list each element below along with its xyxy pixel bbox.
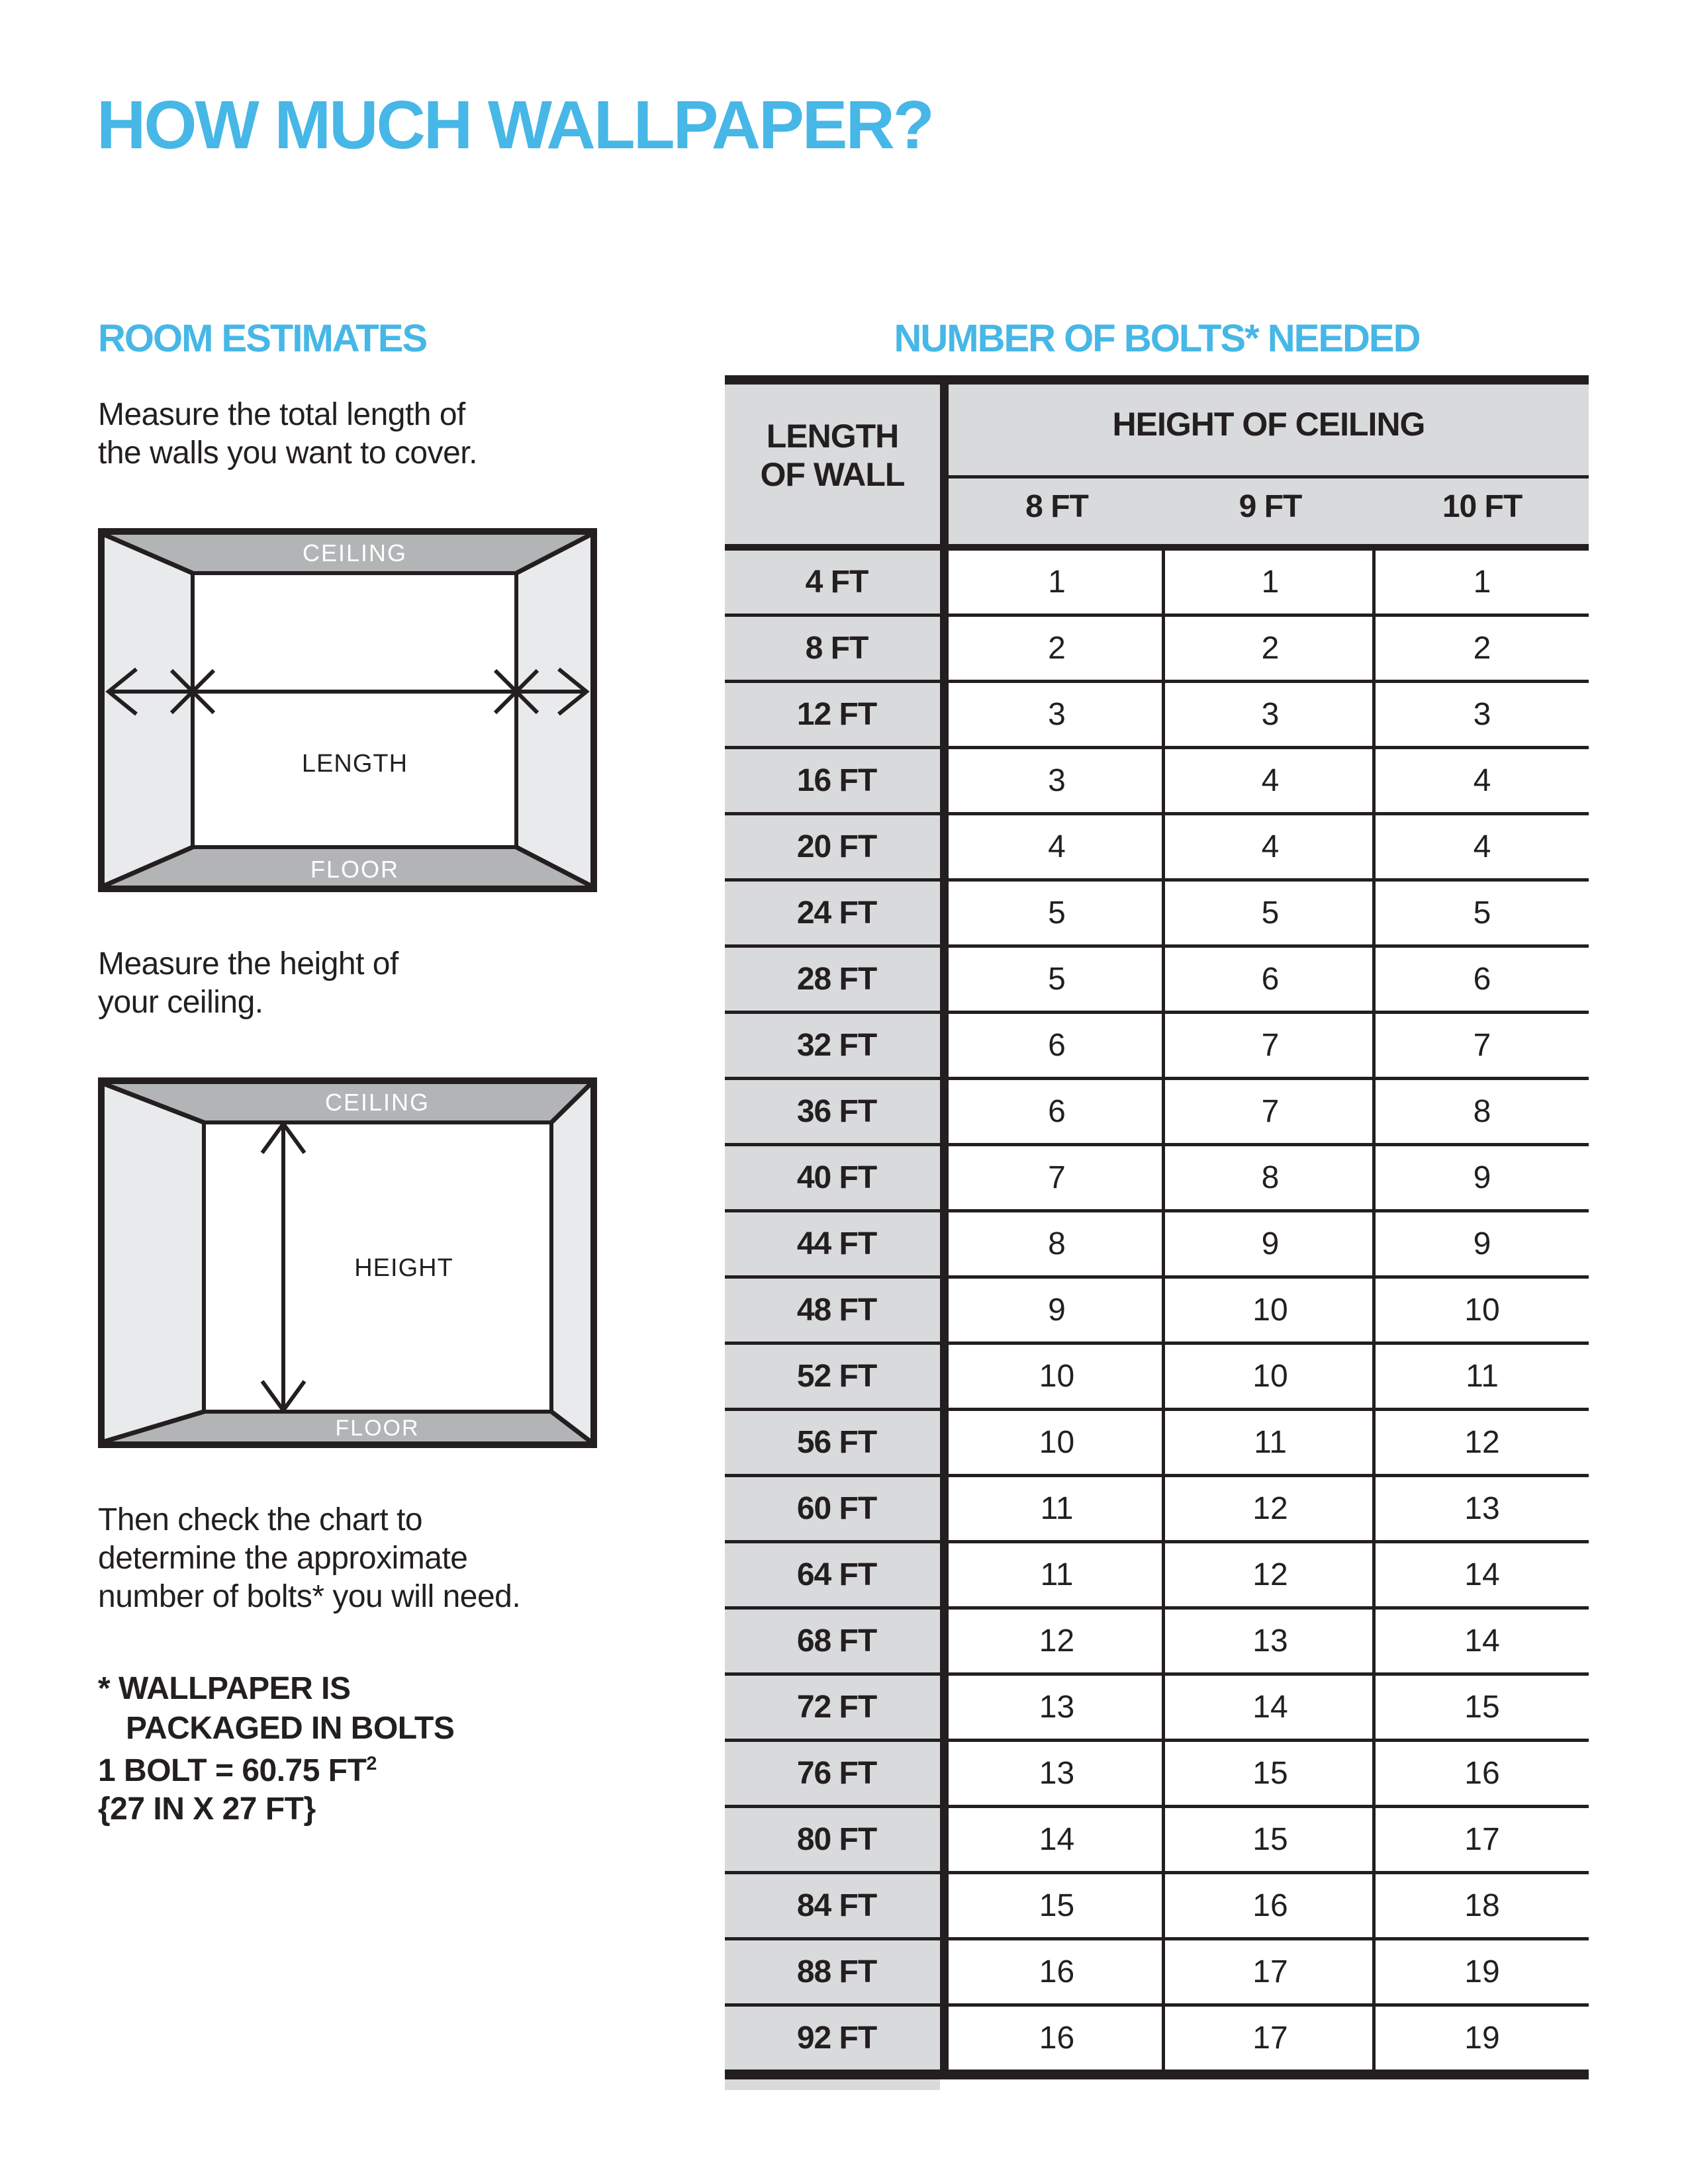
column-header-8ft: 8 FT [1025,489,1088,524]
row-label-cell: 84 FT [796,1888,877,1923]
bolt-count-cell: 2 [1261,631,1280,666]
bolt-count-cell: 13 [1039,1690,1075,1725]
footnote-line: PACKAGED IN BOLTS [126,1711,455,1746]
bolt-count-cell: 16 [1252,1888,1288,1923]
bolt-count-cell: 11 [1040,1491,1074,1526]
bolts-table-body [725,551,1589,2073]
bolt-count-cell: 11 [1040,1557,1074,1592]
bolt-count-cell: 14 [1252,1690,1288,1725]
room-estimates-heading: ROOM ESTIMATES [98,317,427,360]
bolt-count-cell: 7 [1473,1028,1491,1063]
row-label-cell: 52 FT [796,1359,877,1394]
bolt-count-cell: 8 [1473,1094,1491,1129]
bolt-count-cell: 14 [1464,1557,1500,1592]
bolt-count-cell: 3 [1048,697,1066,732]
bolt-count-cell: 15 [1252,1756,1288,1791]
column-header-9ft: 9 FT [1239,489,1302,524]
bolt-count-cell: 10 [1252,1293,1288,1328]
row-label-cell: 40 FT [796,1160,877,1195]
bolt-count-cell: 9 [1261,1226,1280,1261]
row-label-cell: 8 FT [805,631,868,666]
bolt-count-cell: 10 [1252,1359,1288,1394]
bolt-count-cell: 2 [1473,631,1491,666]
table-row [725,1279,1589,1345]
bolt-count-cell: 6 [1261,962,1280,997]
instruction-line: determine the approximate [98,1541,468,1576]
bolt-count-cell: 1 [1473,565,1491,600]
row-label-cell: 80 FT [796,1822,877,1857]
bolt-count-cell: 1 [1261,565,1280,600]
bolt-count-cell: 11 [1466,1359,1499,1394]
bolt-count-cell: 3 [1473,697,1491,732]
row-label-cell: 76 FT [796,1756,877,1791]
bolt-count-cell: 7 [1048,1160,1066,1195]
bolt-count-cell: 9 [1473,1226,1491,1261]
bolt-count-cell: 10 [1039,1425,1075,1460]
bolt-count-cell: 8 [1261,1160,1280,1195]
row-label-cell: 88 FT [796,1954,877,1989]
left-wall-surface [105,535,193,886]
table-bottom-border [725,2073,1589,2079]
floor-label: FLOOR [310,856,400,883]
instruction-line: Measure the height of [98,946,399,981]
bolt-count-cell: 10 [1039,1359,1075,1394]
row-label-cell: 72 FT [796,1690,877,1725]
bolt-count-cell: 14 [1464,1623,1500,1659]
table-row [725,1212,1589,1279]
bolt-count-cell: 15 [1464,1690,1500,1725]
bolt-count-cell: 4 [1261,829,1280,864]
instruction-line: number of bolts* you will need. [98,1579,521,1614]
bolt-count-cell: 17 [1252,1954,1288,1989]
bolt-count-cell: 8 [1048,1226,1066,1261]
row-label-cell: 60 FT [796,1491,877,1526]
bolt-count-cell: 10 [1464,1293,1500,1328]
table-row [725,1676,1589,1742]
row-label-cell: 48 FT [796,1293,877,1328]
table-row [725,948,1589,1014]
bolt-count-cell: 5 [1048,962,1066,997]
check-chart-instruction [98,1501,520,1616]
bolt-count-cell: 4 [1048,829,1066,864]
table-header-divider [949,475,1589,478]
bolt-count-cell: 12 [1252,1557,1288,1592]
measure-length-instruction [98,396,477,473]
floor-label: FLOOR [335,1416,420,1441]
bolts-footnote [98,1669,454,1749]
bolt-count-cell: 5 [1261,895,1280,931]
bolt-count-cell: 6 [1048,1028,1066,1063]
row-label-cell: 92 FT [796,2021,877,2056]
row-label-cell: 68 FT [796,1623,877,1659]
table-row [725,2007,1589,2073]
row-label-cell: 36 FT [796,1094,877,1129]
bolt-count-cell: 12 [1464,1425,1500,1460]
table-row [725,1940,1589,2007]
table-row [725,1477,1589,1543]
bolt-count-cell: 15 [1252,1822,1288,1857]
footnote-line: * WALLPAPER IS [98,1671,351,1706]
table-row [725,1146,1589,1212]
bolt-count-cell: 13 [1252,1623,1288,1659]
ceiling-label: CEILING [324,1089,430,1116]
bolt-count-cell: 12 [1039,1623,1075,1659]
bolts-needed-heading: NUMBER OF BOLTS* NEEDED [894,317,1420,360]
row-label-cell: 4 FT [805,565,868,600]
bolt-count-cell: 15 [1039,1888,1075,1923]
bolt-count-cell: 4 [1261,763,1280,798]
page-title: HOW MUCH WALLPAPER? [97,87,933,163]
instruction-line: Measure the total length of [98,397,465,432]
table-row [725,617,1589,683]
bolt-count-cell: 5 [1048,895,1066,931]
bolt-equation: 1 BOLT = 60.75 $FT^2$ [98,1753,377,1788]
table-row [725,683,1589,749]
bolt-count-cell: 4 [1473,829,1491,864]
right-wall-surface [516,535,590,886]
row-label-cell: 12 FT [796,697,877,732]
instruction-line: your ceiling. [98,985,263,1020]
instruction-line: the walls you want to cover. [98,435,477,471]
superscript: 2 [366,1753,377,1774]
bolt-count-cell: 11 [1254,1425,1287,1460]
bolt-count-cell: 3 [1048,763,1066,798]
room-length-diagram [98,528,597,892]
bolt-count-cell: 9 [1473,1160,1491,1195]
table-row [725,551,1589,617]
column-header-10ft: 10 FT [1442,489,1523,524]
measure-height-instruction [98,945,399,1022]
row-label-cell: 24 FT [796,895,877,931]
instruction-line: Then check the chart to [98,1502,423,1537]
bolt-count-cell: 5 [1473,895,1491,931]
bolt-count-cell: 14 [1039,1822,1075,1857]
table-row [725,815,1589,882]
table-header-bottom-border [725,544,1589,551]
bolt-dimensions: {27 IN X 27 FT} [98,1792,316,1827]
row-label-cell: 64 FT [796,1557,877,1592]
bolt-count-cell: 16 [1039,2021,1075,2056]
row-label-cell: 56 FT [796,1425,877,1460]
bolt-count-cell: 3 [1261,697,1280,732]
bolt-count-cell: 6 [1048,1094,1066,1129]
bolt-count-cell: 17 [1252,2021,1288,2056]
table-row [725,1874,1589,1940]
bolt-count-cell: 19 [1464,1954,1500,1989]
table-row [725,1543,1589,1610]
left-wall-surface [105,1084,204,1441]
table-row [725,1345,1589,1411]
row-label-cell: 44 FT [796,1226,877,1261]
bolt-count-cell: 13 [1039,1756,1075,1791]
row-label-cell: 20 FT [796,829,877,864]
table-row [725,1411,1589,1477]
bolt-count-cell: 19 [1464,2021,1500,2056]
ceiling-label: CEILING [302,539,408,567]
table-row [725,882,1589,948]
length-label: LENGTH [301,750,408,778]
right-wall-surface [551,1084,590,1441]
bolt-count-cell: 9 [1048,1293,1066,1328]
table-row [725,1610,1589,1676]
length-of-wall-header: LENGTH OF WALL [760,418,905,493]
room-height-diagram [98,1077,597,1448]
bolt-count-cell: 13 [1464,1491,1500,1526]
table-row [725,749,1589,815]
bolt-count-cell: 16 [1464,1756,1500,1791]
height-label: HEIGHT [354,1254,453,1282]
table-row [725,1808,1589,1874]
height-of-ceiling-header: HEIGHT OF CEILING [1112,406,1425,443]
bolt-count-cell: 12 [1252,1491,1288,1526]
bolt-count-cell: 4 [1473,763,1491,798]
table-row [725,1014,1589,1080]
bolt-count-cell: 2 [1048,631,1066,666]
bolt-count-cell: 18 [1464,1888,1500,1923]
bolt-count-cell: 1 [1048,565,1066,600]
table-top-border [725,375,1589,385]
row-label-cell: 28 FT [796,962,877,997]
row-label-cell: 16 FT [796,763,877,798]
table-row [725,1742,1589,1808]
row-label-cell: 32 FT [796,1028,877,1063]
bolt-count-cell: 16 [1039,1954,1075,1989]
table-row [725,1080,1589,1146]
bolt-count-cell: 7 [1261,1028,1280,1063]
bolt-count-cell: 17 [1464,1822,1500,1857]
bolt-count-cell: 6 [1473,962,1491,997]
bolt-count-cell: 7 [1261,1094,1280,1129]
